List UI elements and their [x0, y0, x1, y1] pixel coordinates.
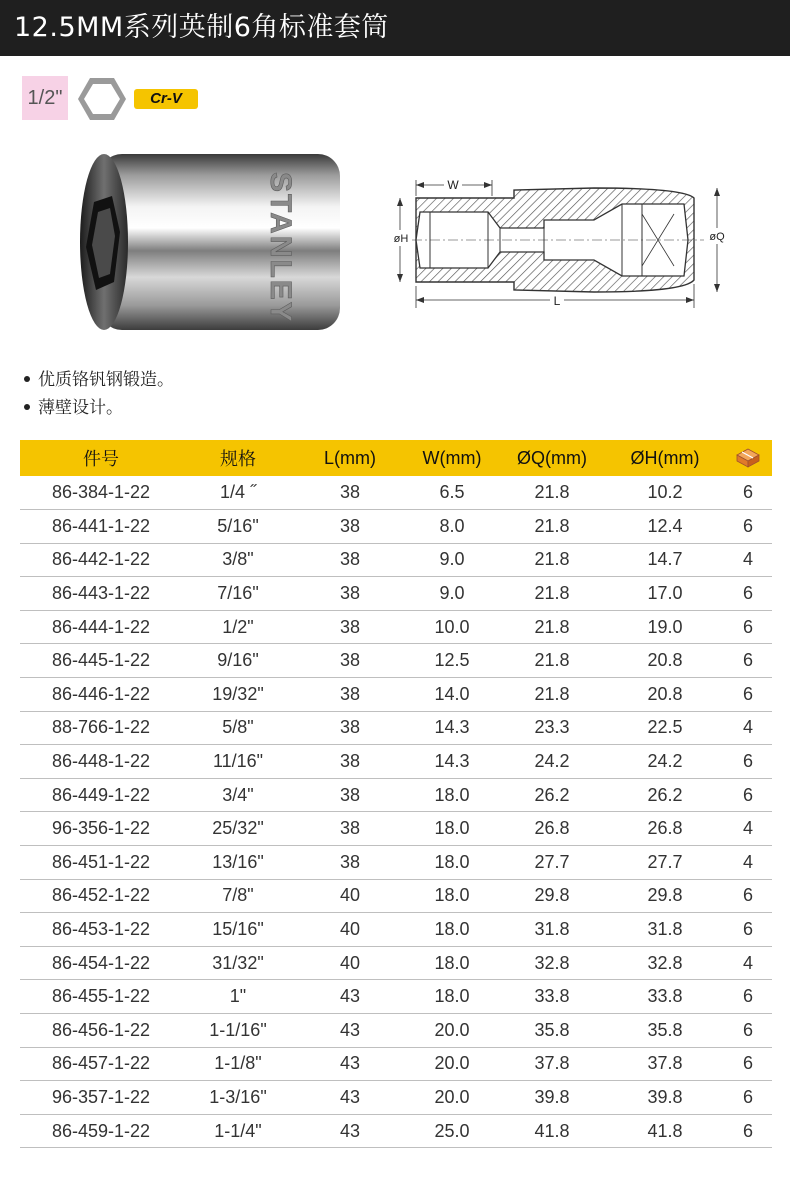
pack-qty-cell: 4: [724, 846, 772, 880]
pack-qty-cell: 6: [724, 644, 772, 678]
head-diameter-cell: 19.0: [606, 610, 724, 644]
header-size: 规格: [182, 440, 294, 476]
outer-diameter-cell: 21.8: [498, 577, 606, 611]
part-number-cell: 86-448-1-22: [20, 745, 182, 779]
outer-diameter-cell: 33.8: [498, 980, 606, 1014]
outer-diameter-cell: 24.2: [498, 745, 606, 779]
length-cell: 40: [294, 913, 406, 947]
length-cell: 38: [294, 745, 406, 779]
size-cell: 25/32": [182, 812, 294, 846]
length-cell: 43: [294, 1014, 406, 1048]
head-diameter-cell: 32.8: [606, 946, 724, 980]
outer-diameter-cell: 21.8: [498, 476, 606, 510]
outer-diameter-cell: 39.8: [498, 1081, 606, 1115]
width-cell: 18.0: [406, 946, 498, 980]
size-cell: 15/16": [182, 913, 294, 947]
outer-diameter-cell: 26.8: [498, 812, 606, 846]
drive-size-badge: 1/2": [22, 76, 68, 120]
width-cell: 20.0: [406, 1047, 498, 1081]
pack-qty-cell: 4: [724, 711, 772, 745]
table-row: [20, 846, 772, 880]
part-number-cell: 86-457-1-22: [20, 1047, 182, 1081]
pack-qty-cell: 4: [724, 812, 772, 846]
outer-diameter-cell: 21.8: [498, 678, 606, 712]
head-diameter-cell: 37.8: [606, 1047, 724, 1081]
length-cell: 43: [294, 1081, 406, 1115]
part-number-cell: 86-455-1-22: [20, 980, 182, 1014]
pack-qty-cell: 4: [724, 946, 772, 980]
pack-qty-cell: 6: [724, 610, 772, 644]
size-cell: 7/8": [182, 879, 294, 913]
head-diameter-cell: 20.8: [606, 678, 724, 712]
part-number-cell: 86-443-1-22: [20, 577, 182, 611]
outer-diameter-cell: 21.8: [498, 644, 606, 678]
feature-list: [22, 366, 174, 422]
part-number-cell: 86-442-1-22: [20, 543, 182, 577]
outer-diameter-cell: 26.2: [498, 778, 606, 812]
part-number-cell: 86-384-1-22: [20, 476, 182, 510]
length-cell: 38: [294, 476, 406, 510]
pack-qty-cell: 6: [724, 1014, 772, 1048]
table-row: [20, 913, 772, 947]
length-cell: 38: [294, 678, 406, 712]
size-cell: 7/16": [182, 577, 294, 611]
head-diameter-cell: 33.8: [606, 980, 724, 1014]
outer-diameter-cell: 21.8: [498, 610, 606, 644]
size-cell: 3/4": [182, 778, 294, 812]
head-diameter-cell: 35.8: [606, 1014, 724, 1048]
pack-qty-cell: 6: [724, 778, 772, 812]
table-row: [20, 1081, 772, 1115]
outer-diameter-cell: 23.3: [498, 711, 606, 745]
length-cell: 40: [294, 879, 406, 913]
part-number-cell: 86-446-1-22: [20, 678, 182, 712]
part-number-cell: 86-459-1-22: [20, 1114, 182, 1148]
size-cell: 1/4 ˝: [182, 476, 294, 510]
head-diameter-cell: 27.7: [606, 846, 724, 880]
pack-qty-cell: 6: [724, 879, 772, 913]
width-cell: 20.0: [406, 1014, 498, 1048]
table-row: [20, 476, 772, 510]
outer-diameter-cell: 37.8: [498, 1047, 606, 1081]
outer-diameter-cell: 21.8: [498, 543, 606, 577]
w-label: W: [447, 178, 459, 192]
l-label: L: [553, 294, 561, 308]
table-row: [20, 946, 772, 980]
width-cell: 25.0: [406, 1114, 498, 1148]
bullet-icon: [24, 404, 30, 410]
pack-qty-cell: 6: [724, 476, 772, 510]
size-cell: 1-1/16": [182, 1014, 294, 1048]
outer-diameter-cell: 32.8: [498, 946, 606, 980]
head-diameter-cell: 12.4: [606, 510, 724, 544]
head-diameter-cell: 22.5: [606, 711, 724, 745]
head-diameter-cell: 10.2: [606, 476, 724, 510]
length-cell: 38: [294, 577, 406, 611]
width-cell: 18.0: [406, 846, 498, 880]
table-row: [20, 980, 772, 1014]
length-cell: 43: [294, 1047, 406, 1081]
width-cell: 6.5: [406, 476, 498, 510]
outer-diameter-cell: 21.8: [498, 510, 606, 544]
length-cell: 38: [294, 812, 406, 846]
table-row: [20, 778, 772, 812]
table-row: [20, 1014, 772, 1048]
length-cell: 43: [294, 1114, 406, 1148]
size-cell: 1-1/8": [182, 1047, 294, 1081]
width-cell: 9.0: [406, 577, 498, 611]
socket-photo: [78, 152, 348, 332]
pack-qty-cell: 6: [724, 510, 772, 544]
hexagon-icon: [76, 74, 128, 124]
table-row: [20, 678, 772, 712]
size-cell: 31/32": [182, 946, 294, 980]
size-cell: 3/8": [182, 543, 294, 577]
size-cell: 11/16": [182, 745, 294, 779]
width-cell: 14.3: [406, 711, 498, 745]
header-head-diameter: ØH(mm): [606, 440, 724, 476]
part-number-cell: 86-452-1-22: [20, 879, 182, 913]
outer-diameter-cell: 41.8: [498, 1114, 606, 1148]
table-row: [20, 1047, 772, 1081]
length-cell: 38: [294, 543, 406, 577]
header-pack: [724, 440, 772, 476]
size-cell: 19/32": [182, 678, 294, 712]
width-cell: 12.5: [406, 644, 498, 678]
length-cell: 38: [294, 644, 406, 678]
part-number-cell: 86-456-1-22: [20, 1014, 182, 1048]
header-width: W(mm): [406, 440, 498, 476]
feature-item: 优质铬钒钢锻造。: [22, 366, 174, 394]
head-diameter-cell: 26.8: [606, 812, 724, 846]
socket-cross-section-drawing: [384, 174, 734, 310]
size-cell: 13/16": [182, 846, 294, 880]
pack-qty-cell: 6: [724, 745, 772, 779]
part-number-cell: 86-454-1-22: [20, 946, 182, 980]
header-outer-diameter: ØQ(mm): [498, 440, 606, 476]
page-title: 12.5MM系列英制6角标准套筒: [0, 0, 790, 56]
head-diameter-cell: 31.8: [606, 913, 724, 947]
head-diameter-cell: 24.2: [606, 745, 724, 779]
length-cell: 38: [294, 711, 406, 745]
length-cell: 38: [294, 778, 406, 812]
part-number-cell: 96-357-1-22: [20, 1081, 182, 1115]
header-length: L(mm): [294, 440, 406, 476]
size-cell: 1/2": [182, 610, 294, 644]
pack-qty-cell: 6: [724, 980, 772, 1014]
pack-qty-cell: 6: [724, 577, 772, 611]
width-cell: 14.0: [406, 678, 498, 712]
width-cell: 18.0: [406, 812, 498, 846]
table-header-row: [20, 440, 772, 476]
length-cell: 40: [294, 946, 406, 980]
table-row: [20, 510, 772, 544]
width-cell: 18.0: [406, 778, 498, 812]
part-number-cell: 86-451-1-22: [20, 846, 182, 880]
length-cell: 38: [294, 610, 406, 644]
part-number-cell: 86-441-1-22: [20, 510, 182, 544]
table-row: [20, 812, 772, 846]
part-number-cell: 96-356-1-22: [20, 812, 182, 846]
table-row: [20, 610, 772, 644]
table-row: [20, 577, 772, 611]
length-cell: 38: [294, 846, 406, 880]
size-cell: 5/16": [182, 510, 294, 544]
outer-diameter-cell: 29.8: [498, 879, 606, 913]
width-cell: 18.0: [406, 879, 498, 913]
table-row: [20, 879, 772, 913]
feature-item: 薄壁设计。: [22, 394, 174, 422]
q-label: øQ: [709, 231, 725, 243]
pack-qty-cell: 6: [724, 1081, 772, 1115]
outer-diameter-cell: 27.7: [498, 846, 606, 880]
header-part-number: 件号: [20, 440, 182, 476]
size-cell: 1": [182, 980, 294, 1014]
material-badge: Cr-V: [134, 89, 198, 109]
table-row: [20, 1114, 772, 1148]
size-cell: 9/16": [182, 644, 294, 678]
width-cell: 8.0: [406, 510, 498, 544]
table-row: [20, 644, 772, 678]
head-diameter-cell: 20.8: [606, 644, 724, 678]
box-icon: [735, 447, 761, 469]
head-diameter-cell: 14.7: [606, 543, 724, 577]
brand-engraving: STANLEY: [264, 172, 297, 324]
width-cell: 18.0: [406, 980, 498, 1014]
bullet-icon: [24, 376, 30, 382]
head-diameter-cell: 41.8: [606, 1114, 724, 1148]
part-number-cell: 86-444-1-22: [20, 610, 182, 644]
outer-diameter-cell: 35.8: [498, 1014, 606, 1048]
h-label: øH: [393, 233, 409, 245]
outer-diameter-cell: 31.8: [498, 913, 606, 947]
size-cell: 1-3/16": [182, 1081, 294, 1115]
table-row: [20, 711, 772, 745]
part-number-cell: 86-453-1-22: [20, 913, 182, 947]
pack-qty-cell: 4: [724, 543, 772, 577]
head-diameter-cell: 17.0: [606, 577, 724, 611]
pack-qty-cell: 6: [724, 1047, 772, 1081]
part-number-cell: 86-449-1-22: [20, 778, 182, 812]
size-cell: 1-1/4": [182, 1114, 294, 1148]
width-cell: 20.0: [406, 1081, 498, 1115]
table-row: [20, 543, 772, 577]
spec-table: [20, 440, 772, 1148]
length-cell: 43: [294, 980, 406, 1014]
part-number-cell: 88-766-1-22: [20, 711, 182, 745]
length-cell: 38: [294, 510, 406, 544]
pack-qty-cell: 6: [724, 1114, 772, 1148]
pack-qty-cell: 6: [724, 913, 772, 947]
width-cell: 18.0: [406, 913, 498, 947]
head-diameter-cell: 39.8: [606, 1081, 724, 1115]
pack-qty-cell: 6: [724, 678, 772, 712]
part-number-cell: 86-445-1-22: [20, 644, 182, 678]
width-cell: 14.3: [406, 745, 498, 779]
table-row: [20, 745, 772, 779]
width-cell: 10.0: [406, 610, 498, 644]
width-cell: 9.0: [406, 543, 498, 577]
head-diameter-cell: 29.8: [606, 879, 724, 913]
head-diameter-cell: 26.2: [606, 778, 724, 812]
size-cell: 5/8": [182, 711, 294, 745]
